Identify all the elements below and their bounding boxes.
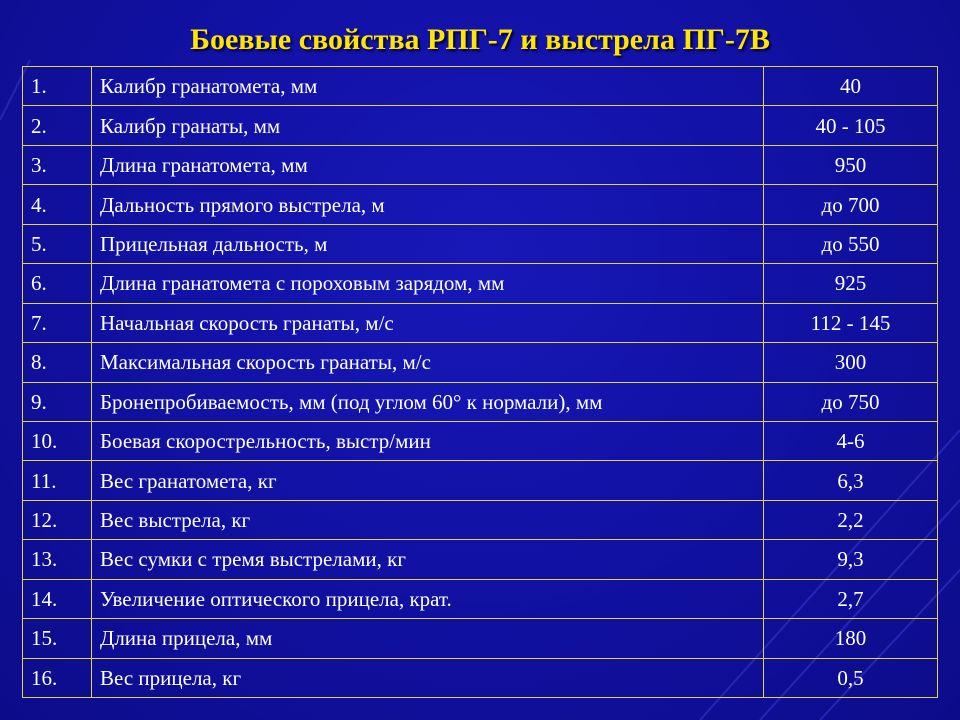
property-value: 112 - 145: [764, 303, 938, 342]
table-row: [23, 145, 938, 184]
property-name: Начальная скорость гранаты, м/с: [92, 303, 764, 342]
property-value: 2,2: [764, 500, 938, 539]
table-row: [23, 343, 938, 382]
property-value: 925: [764, 264, 938, 303]
property-name: Длина гранатомета с пороховым зарядом, мм: [92, 264, 764, 303]
row-number: 8.: [23, 343, 92, 382]
table-row: [23, 619, 938, 658]
row-number: 15.: [23, 619, 92, 658]
property-name: Боевая скорострельность, выстр/мин: [92, 421, 764, 460]
row-number: 7.: [23, 303, 92, 342]
property-name: Вес прицела, кг: [92, 658, 764, 697]
property-name: Прицельная дальность, м: [92, 224, 764, 263]
table-row: [23, 264, 938, 303]
row-number: 2.: [23, 106, 92, 145]
table-row: [23, 382, 938, 421]
row-number: 6.: [23, 264, 92, 303]
property-value: 6,3: [764, 461, 938, 500]
slide-title: Боевые свойства РПГ-7 и выстрела ПГ-7В: [190, 23, 770, 56]
property-value: 2,7: [764, 579, 938, 618]
property-name: Вес сумки с тремя выстрелами, кг: [92, 540, 764, 579]
table-row: [23, 461, 938, 500]
row-number: 10.: [23, 421, 92, 460]
property-name: Дальность прямого выстрела, м: [92, 185, 764, 224]
table-row: [23, 579, 938, 618]
row-number: 13.: [23, 540, 92, 579]
property-name: Длина гранатомета, мм: [92, 145, 764, 184]
table-row: [23, 658, 938, 697]
table-row: [23, 224, 938, 263]
property-value: 300: [764, 343, 938, 382]
table-row: [23, 540, 938, 579]
property-value: до 750: [764, 382, 938, 421]
property-name: Длина прицела, мм: [92, 619, 764, 658]
table-row: [23, 303, 938, 342]
row-number: 1.: [23, 67, 92, 106]
row-number: 5.: [23, 224, 92, 263]
property-value: 9,3: [764, 540, 938, 579]
property-value: до 550: [764, 224, 938, 263]
table-row: [23, 421, 938, 460]
property-value: 4-6: [764, 421, 938, 460]
property-name: Вес гранатомета, кг: [92, 461, 764, 500]
property-name: Калибр гранаты, мм: [92, 106, 764, 145]
property-name: Бронепробиваемость, мм (под углом 60° к нормали), мм: [92, 382, 764, 421]
table-row: [23, 500, 938, 539]
properties-table-body: [23, 67, 938, 698]
row-number: 3.: [23, 145, 92, 184]
properties-table: [22, 66, 938, 698]
property-name: Максимальная скорость гранаты, м/с: [92, 343, 764, 382]
property-value: 180: [764, 619, 938, 658]
row-number: 12.: [23, 500, 92, 539]
table-row: [23, 67, 938, 106]
property-value: 40: [764, 67, 938, 106]
property-name: Увеличение оптического прицела, крат.: [92, 579, 764, 618]
row-number: 11.: [23, 461, 92, 500]
row-number: 16.: [23, 658, 92, 697]
property-name: Калибр гранатомета, мм: [92, 67, 764, 106]
property-value: 40 - 105: [764, 106, 938, 145]
property-name: Вес выстрела, кг: [92, 500, 764, 539]
table-row: [23, 185, 938, 224]
property-value: 0,5: [764, 658, 938, 697]
row-number: 14.: [23, 579, 92, 618]
property-value: 950: [764, 145, 938, 184]
row-number: 4.: [23, 185, 92, 224]
table-row: [23, 106, 938, 145]
row-number: 9.: [23, 382, 92, 421]
property-value: до 700: [764, 185, 938, 224]
